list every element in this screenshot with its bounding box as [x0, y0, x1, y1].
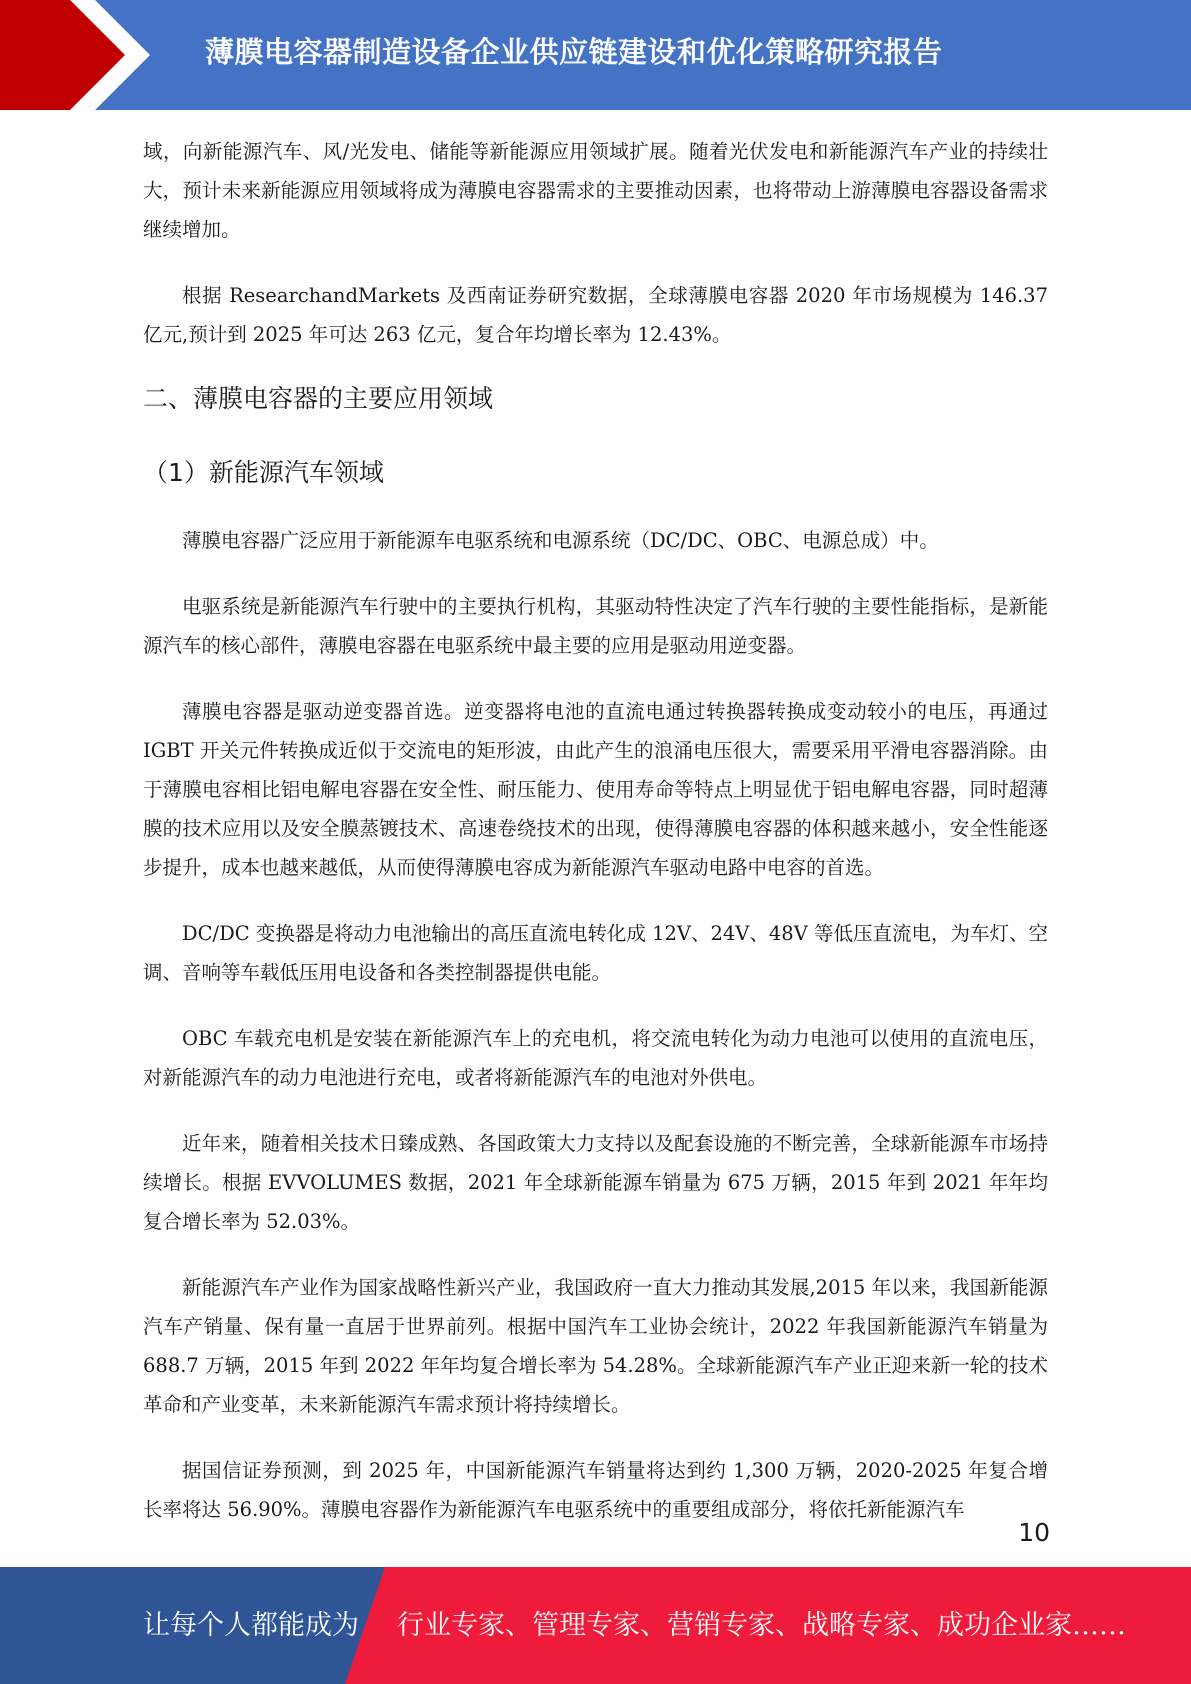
header-arrow-icon [0, 0, 160, 110]
paragraph: 域，向新能源汽车、风/光发电、储能等新能源应用领域扩展。随着光伏发电和新能源汽车产业的持续壮大，预计未来新能源应用领域将成为薄膜电容器需求的主要推动因素，也将带动上游薄膜电容器设备需求继续增加。 [143, 140, 1048, 241]
paragraph: 根据 ResearchandMarkets 及西南证券研究数据，全球薄膜电容器 2020 年市场规模为 146.37 亿元,预计到 2025 年可达 263 亿元，复合年均增长率为 12.43%。 [143, 284, 1048, 346]
paragraph: 据国信证券预测，到 2025 年，中国新能源汽车销量将达到约 1,300 万辆，2020-2025 年复合增长率将达 56.90%。薄膜电容器作为新能源汽车电驱系统中的重要组成部分，将依托新能源汽车 [143, 1459, 1048, 1521]
section-heading: 二、薄膜电容器的主要应用领域 [143, 384, 494, 413]
paragraph: 新能源汽车产业作为国家战略性新兴产业，我国政府一直大力推动其发展,2015 年以来，我国新能源汽车产销量、保有量一直居于世界前列。根据中国汽车工业协会统计，2022 年我国新能源汽车销量为 688.7 万辆，2015 年到 2022 年年均复合增长率为 54.28%。全球新能源汽车产业正迎来新一轮的技术革命和产业变革，未来新能源汽车需求预计将持续增长。 [143, 1276, 1048, 1416]
page-footer [0, 1567, 1191, 1684]
page-number: 10 [1018, 1518, 1050, 1547]
header-title: 薄膜电容器制造设备企业供应链建设和优化策略研究报告 [205, 35, 943, 69]
footer-slogan-right: 行业专家、管理专家、营销专家、战略专家、成功企业家…… [397, 1610, 1126, 1641]
paragraph: 薄膜电容器广泛应用于新能源车电驱系统和电源系统（DC/DC、OBC、电源总成）中。 [182, 529, 939, 552]
paragraph: DC/DC 变换器是将动力电池输出的高压直流电转化成 12V、24V、48V 等低压直流电，为车灯、空调、音响等车载低压用电设备和各类控制器提供电能。 [143, 922, 1048, 984]
footer-slogan-left: 让每个人都能成为 [143, 1610, 359, 1641]
paragraph: 电驱系统是新能源汽车行驶中的主要执行机构，其驱动特性决定了汽车行驶的主要性能指标，是新能源汽车的核心部件，薄膜电容器在电驱系统中最主要的应用是驱动用逆变器。 [143, 595, 1048, 657]
paragraph: OBC 车载充电机是安装在新能源汽车上的充电机，将交流电转化为动力电池可以使用的直流电压，对新能源汽车的动力电池进行充电，或者将新能源汽车的电池对外供电。 [143, 1027, 1048, 1089]
paragraph: 近年来，随着相关技术日臻成熟、各国政策大力支持以及配套设施的不断完善，全球新能源车市场持续增长。根据 EVVOLUMES 数据，2021 年全球新能源车销量为 675 万辆，2015 年到 2021 年年均复合增长率为 52.03%。 [143, 1132, 1048, 1233]
subsection-heading: （1）新能源汽车领域 [143, 458, 384, 487]
document-body [143, 132, 1048, 1556]
page-header [0, 0, 1191, 110]
paragraph: 薄膜电容器是驱动逆变器首选。逆变器将电池的直流电通过转换器转换成变动较小的电压，再通过 IGBT 开关元件转换成近似于交流电的矩形波，由此产生的浪涌电压很大，需要采用平滑电容器消除。由于薄膜电容相比铝电解电容器在安全性、耐压能力、使用寿命等特点上明显优于铝电解电容器，同时超薄膜的技术应用以及安全膜蒸镀技术、高速卷绕技术的出现，使得薄膜电容器的体积越来越小，安全性能逐步提升，成本也越来越低，从而使得薄膜电容成为新能源汽车驱动电路中电容的首选。 [143, 700, 1048, 879]
